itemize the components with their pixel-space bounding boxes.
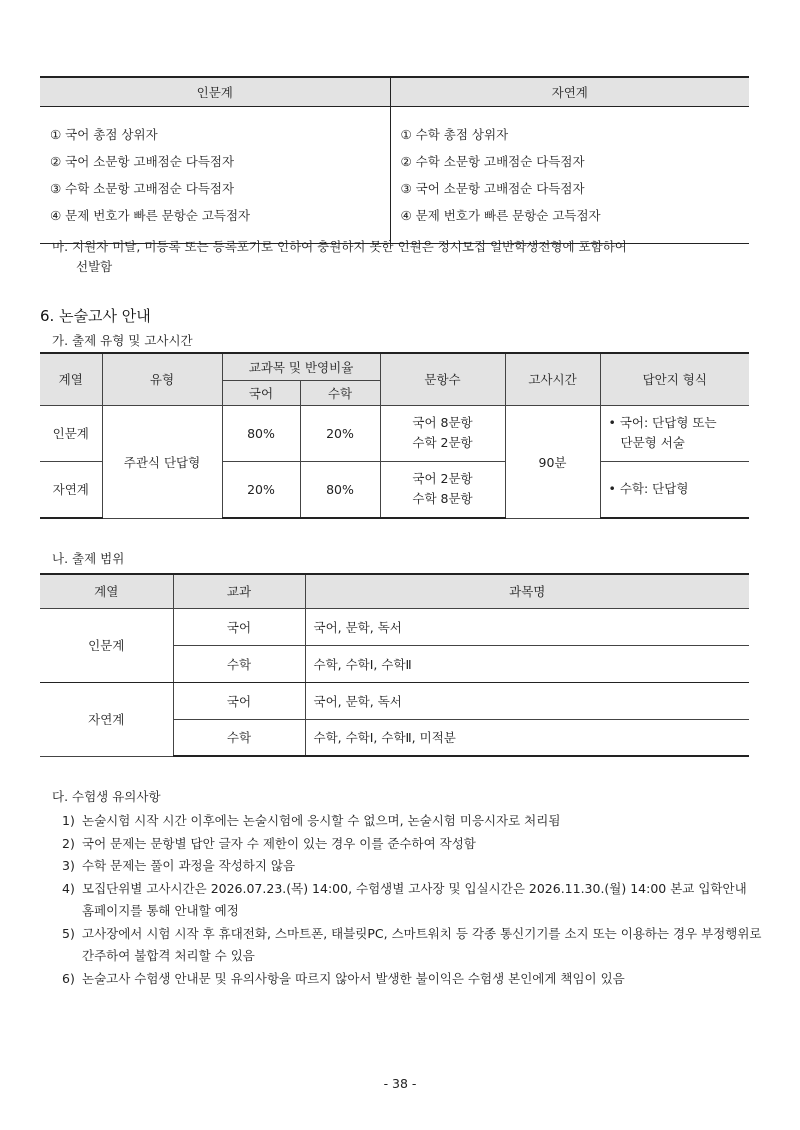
tie-sciences-item: ② 수학 소문항 고배점순 다득점자 [400, 153, 585, 169]
note-ma-line1: 마. 지원자 미달, 미등록 또는 등록포기로 인하여 충원하지 못한 인원은 정시모집 일반학생전형에 포함하여 [52, 239, 627, 254]
notice-item [62, 923, 762, 968]
note-ma [52, 237, 742, 277]
exam-format-cell [600, 461, 749, 518]
notice-item [62, 810, 762, 833]
tie-humanities-item: ③ 수학 소문항 고배점순 다득점자 [50, 180, 235, 196]
tie-header-humanities: 인문계 [40, 77, 390, 106]
exam-count-line: 수학 8문항 [412, 491, 473, 507]
tie-sciences-item: ① 수학 총점 상위자 [400, 126, 509, 142]
exam-math-ratio: 80% [300, 461, 380, 518]
exam-track: 자연계 [40, 461, 102, 518]
scope-courses: 국어, 문학, 독서 [305, 682, 749, 719]
tie-humanities-item: ④ 문제 번호가 빠른 문항순 고득점자 [50, 207, 251, 223]
tie-sciences-item: ③ 국어 소문항 고배점순 다득점자 [400, 180, 585, 196]
scope-table [40, 573, 749, 757]
tie-break-table [40, 76, 749, 244]
scope-subject: 국어 [173, 682, 305, 719]
notice-item [62, 878, 762, 923]
tie-humanities-cell [40, 106, 390, 243]
notice-text: 모집단위별 고사시간은 2026.07.23.(목) 14:00, 수험생별 고사장 및 입실시간은 2026.11.30.(월) 14:00 본교 입학안내 홈페이지를 통해 안내할 예정 [82, 880, 747, 918]
notice-text: 논술고사 수험생 안내문 및 유의사항을 따르지 않아서 발생한 불이익은 수험생 본인에게 책임이 있음 [82, 970, 625, 986]
subsection-da-title: 다. 수험생 유의사항 [52, 789, 161, 804]
subsection-ga-title: 가. 출제 유형 및 고사시간 [52, 333, 193, 348]
tie-sciences-item: ④ 문제 번호가 빠른 문항순 고득점자 [400, 207, 601, 223]
page-number: - 38 - [383, 1076, 417, 1091]
tie-humanities-item: ① 국어 총점 상위자 [50, 126, 158, 142]
notice-text: 국어 문제는 문항별 답안 글자 수 제한이 있는 경우 이를 준수하여 작성함 [82, 835, 476, 851]
tie-header-sciences: 자연계 [390, 77, 749, 106]
scope-header-track: 계열 [40, 574, 173, 608]
notice-number: 6) [62, 970, 75, 986]
exam-count-line: 국어 8문항 [412, 415, 473, 430]
section-title: 6. 논술고사 안내 [40, 307, 151, 325]
notice-text: 논술시험 시작 시간 이후에는 논술시험에 응시할 수 없으며, 논술시험 미응시자로 처리됨 [82, 813, 561, 828]
exam-header-type: 유형 [102, 353, 222, 405]
notice-list [62, 810, 762, 990]
scope-track-sciences: 자연계 [40, 682, 173, 756]
exam-header-ratio: 교과목 및 반영비율 [222, 353, 380, 380]
scope-subject: 국어 [173, 608, 305, 645]
exam-header-math: 수학 [300, 380, 380, 405]
scope-courses: 국어, 문학, 독서 [305, 608, 749, 645]
exam-count-line: 수학 2문항 [412, 435, 473, 450]
exam-korean-ratio: 20% [222, 461, 300, 518]
note-ma-line2: 선발함 [76, 259, 113, 274]
scope-courses: 수학, 수학Ⅰ, 수학Ⅱ, 미적분 [305, 719, 749, 756]
scope-header-courses: 과목명 [305, 574, 749, 608]
scope-subject: 수학 [173, 719, 305, 756]
exam-format-line: • 수학: 단답형 [608, 481, 689, 497]
notice-text: 수학 문제는 풀이 과정을 작성하지 않음 [82, 858, 296, 873]
scope-courses: 수학, 수학Ⅰ, 수학Ⅱ [305, 645, 749, 682]
exam-header-track: 계열 [40, 353, 102, 405]
scope-subject: 수학 [173, 645, 305, 682]
exam-header-korean: 국어 [222, 380, 300, 405]
exam-row-humanities [40, 405, 749, 461]
scope-row [40, 682, 749, 719]
exam-format-cell [600, 405, 749, 461]
exam-time-value: 90분 [505, 405, 600, 518]
notice-text: 고사장에서 시험 시작 후 휴대전화, 스마트폰, 태블릿PC, 스마트워치 등 각종 통신기기를 소지 또는 이용하는 경우 부정행위로 간주하여 불합격 처리할 수 있음 [82, 925, 762, 963]
exam-track: 인문계 [40, 405, 102, 461]
exam-format-line: 단문형 서술 [620, 435, 685, 450]
notice-item [62, 855, 762, 878]
notice-number: 4) [62, 880, 75, 896]
exam-type-table [40, 352, 749, 519]
scope-header-subject: 교과 [173, 574, 305, 608]
exam-header-format: 답안지 형식 [600, 353, 749, 405]
tie-sciences-cell [390, 106, 749, 243]
notice-item [62, 968, 762, 991]
exam-math-ratio: 20% [300, 405, 380, 461]
exam-format-line: • 국어: 단답형 또는 [608, 415, 717, 430]
notice-item [62, 833, 762, 856]
exam-count-line: 국어 2문항 [412, 471, 473, 487]
exam-header-count: 문항수 [380, 353, 505, 405]
scope-track-humanities: 인문계 [40, 608, 173, 682]
notice-number: 1) [62, 813, 75, 828]
exam-header-time: 고사시간 [505, 353, 600, 405]
tie-humanities-item: ② 국어 소문항 고배점순 다득점자 [50, 153, 235, 169]
exam-count-cell [380, 461, 505, 518]
exam-type-value: 주관식 단답형 [102, 405, 222, 518]
notice-number: 3) [62, 858, 75, 873]
scope-row [40, 608, 749, 645]
exam-count-cell [380, 405, 505, 461]
exam-korean-ratio: 80% [222, 405, 300, 461]
notice-number: 5) [62, 925, 75, 941]
subsection-na-title: 나. 출제 범위 [52, 551, 125, 566]
notice-number: 2) [62, 835, 75, 851]
